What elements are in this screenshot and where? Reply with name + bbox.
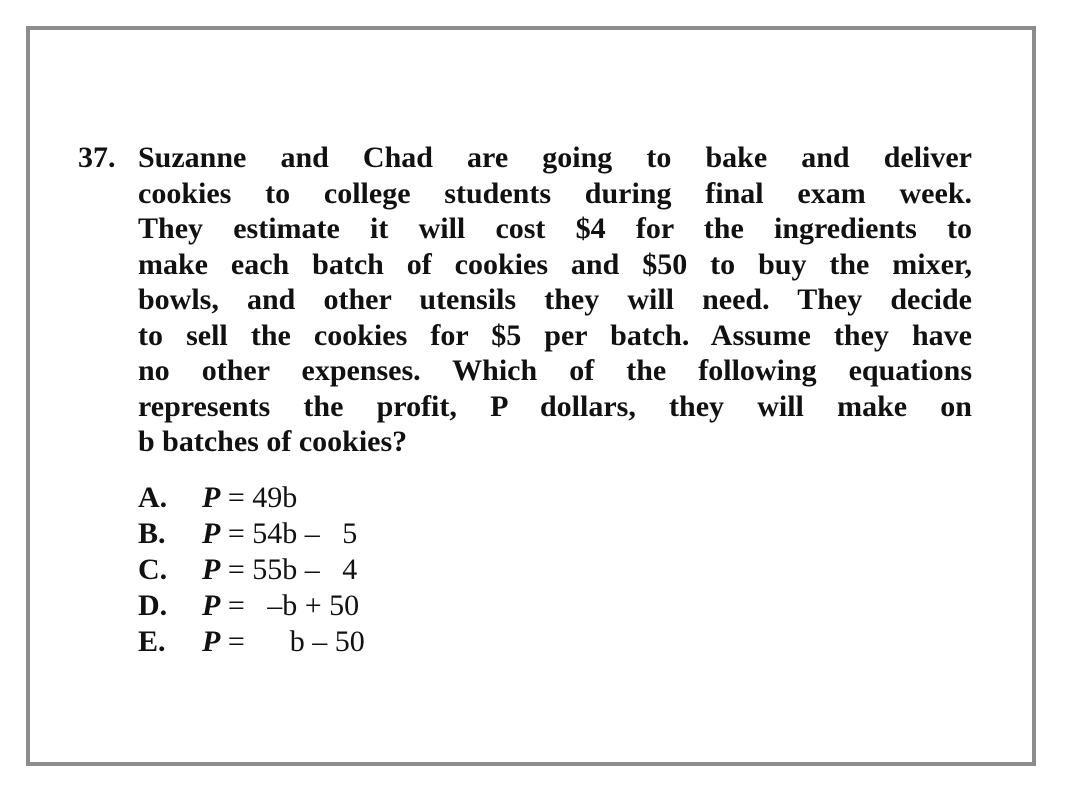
question-line: cookies to college students during final exam week.: [138, 176, 972, 210]
question-line: represents the profit, P dollars, they will make on: [138, 389, 972, 423]
choice-equation: = b – 50: [220, 624, 365, 658]
choice-equation: = 54b – 5: [220, 516, 358, 550]
choice-e[interactable]: [138, 624, 978, 660]
choice-equation: = 55b – 4: [220, 552, 358, 586]
choice-equation: = –b + 50: [220, 588, 360, 622]
question-line: They estimate it will cost $4 for the ingredients to: [138, 212, 972, 245]
choice-a[interactable]: [138, 480, 978, 516]
question-line: to sell the cookies for $5 per batch. Assume they have: [138, 318, 972, 352]
choice-b[interactable]: [138, 516, 978, 552]
choice-d[interactable]: [138, 588, 978, 624]
choice-variable: P: [202, 480, 221, 514]
choice-letter: B.: [138, 516, 166, 550]
question-number: 37.: [78, 141, 116, 174]
question-line: Suzanne and Chad are going to bake and deliver: [138, 141, 972, 174]
question-text: [138, 140, 972, 460]
choice-variable: P: [202, 516, 221, 550]
question-line: no other expenses. Which of the following equations: [138, 354, 972, 387]
question-block: [78, 140, 978, 660]
choice-equation: = 49b: [220, 480, 298, 514]
answer-choices: [138, 480, 978, 660]
choice-letter: C.: [138, 552, 168, 586]
question-line: bowls, and other utensils they will need. They decide: [138, 283, 972, 316]
choice-c[interactable]: [138, 552, 978, 588]
choice-variable: P: [202, 552, 221, 586]
choice-letter: D.: [138, 588, 168, 622]
question-line: b batches of cookies?: [138, 425, 408, 458]
choice-letter: E.: [138, 624, 166, 658]
choice-variable: P: [202, 588, 221, 622]
choice-variable: P: [202, 624, 221, 658]
choice-letter: A.: [138, 480, 168, 514]
question-line: make each batch of cookies and $50 to buy the mixer,: [138, 247, 972, 281]
